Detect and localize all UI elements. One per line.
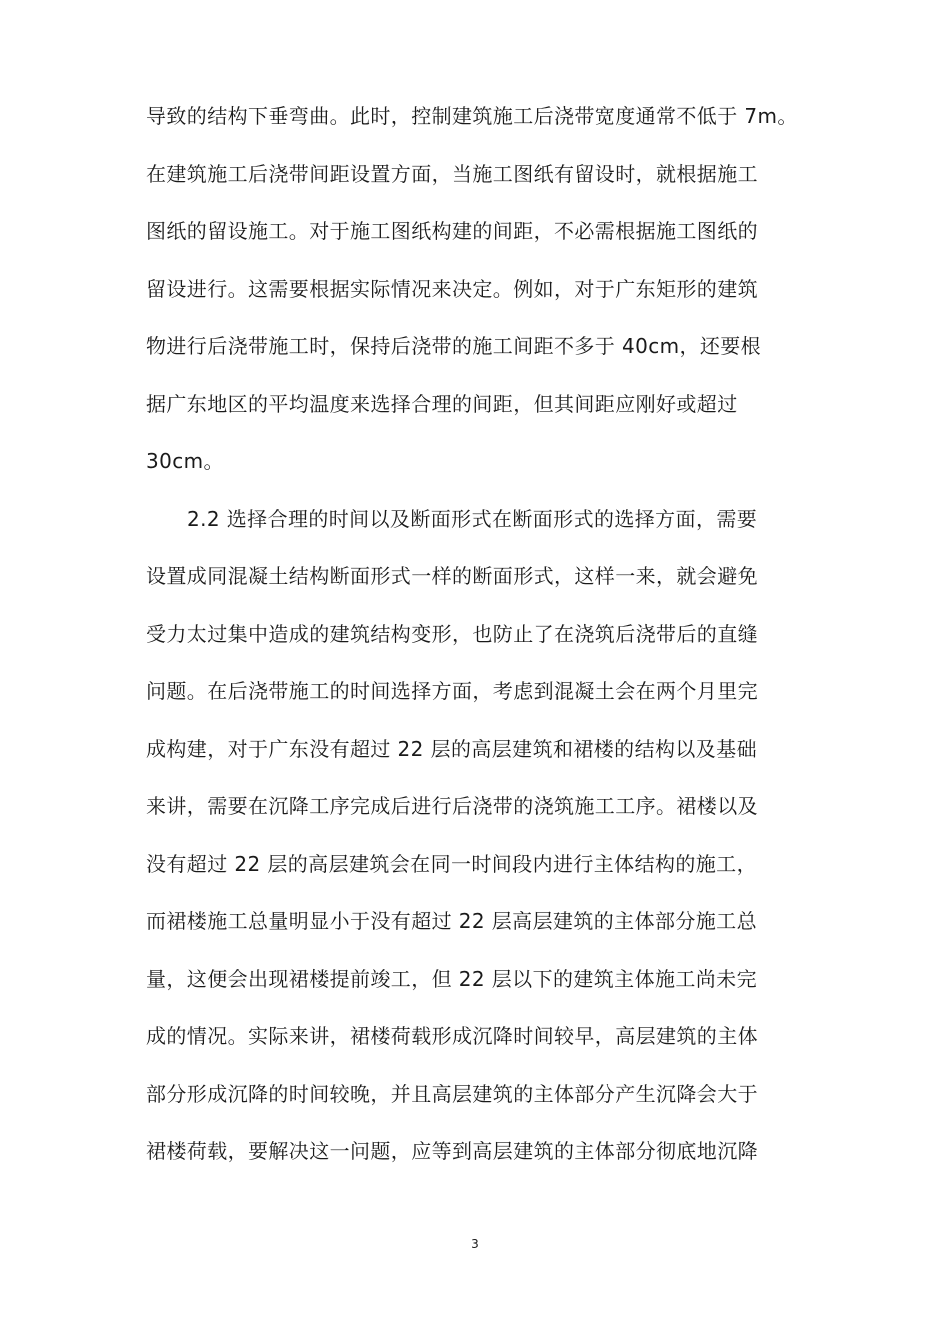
- text-line: 受力太过集中造成的建筑结构变形，也防止了在浇筑后浇带后的直缝: [146, 621, 758, 646]
- body-text: [146, 88, 826, 1181]
- text-line: 在建筑施工后浇带间距设置方面，当施工图纸有留设时，就根据施工: [146, 161, 758, 186]
- text-line: 图纸的留设施工。对于施工图纸构建的间距，不必需根据施工图纸的: [146, 219, 758, 243]
- text-line: 量，这便会出现裙楼提前竣工，但 22 层以下的建筑主体施工尚未完: [146, 966, 757, 991]
- text-line: 成构建，对于广东没有超过 22 层的高层建筑和裙楼的结构以及基础: [146, 736, 757, 761]
- text-line: 问题。在后浇带施工的时间选择方面，考虑到混凝土会在两个月里完: [146, 679, 758, 703]
- text-line: 导致的结构下垂弯曲。此时，控制建筑施工后浇带宽度通常不低于 7m。: [146, 104, 798, 128]
- text-line: 没有超过 22 层的高层建筑会在同一时间段内进行主体结构的施工，: [146, 851, 757, 876]
- text-line: 据广东地区的平均温度来选择合理的间距，但其间距应刚好或超过: [146, 391, 738, 416]
- text-line: 30cm。: [146, 449, 224, 473]
- text-line: 设置成同混凝土结构断面形式一样的断面形式，这样一来，就会避免: [146, 564, 758, 588]
- text-line: 成的情况。实际来讲，裙楼荷载形成沉降时间较早，高层建筑的主体: [146, 1024, 758, 1048]
- text-line: 裙楼荷载，要解决这一问题，应等到高层建筑的主体部分彻底地沉降: [146, 1139, 758, 1163]
- section-heading-line: 2.2 选择合理的时间以及断面形式在断面形式的选择方面，需要: [187, 506, 758, 531]
- text-line: 而裙楼施工总量明显小于没有超过 22 层高层建筑的主体部分施工总: [146, 909, 757, 933]
- text-line: 物进行后浇带施工时，保持后浇带的施工间距不多于 40cm，还要根: [146, 334, 762, 358]
- text-line: 来讲，需要在沉降工序完成后进行后浇带的浇筑施工工序。裙楼以及: [146, 794, 758, 818]
- text-line: 部分形成沉降的时间较晚，并且高层建筑的主体部分产生沉降会大于: [146, 1081, 758, 1106]
- text-line: 留设进行。这需要根据实际情况来决定。例如，对于广东矩形的建筑: [146, 276, 758, 301]
- page-number: 3: [471, 1237, 479, 1251]
